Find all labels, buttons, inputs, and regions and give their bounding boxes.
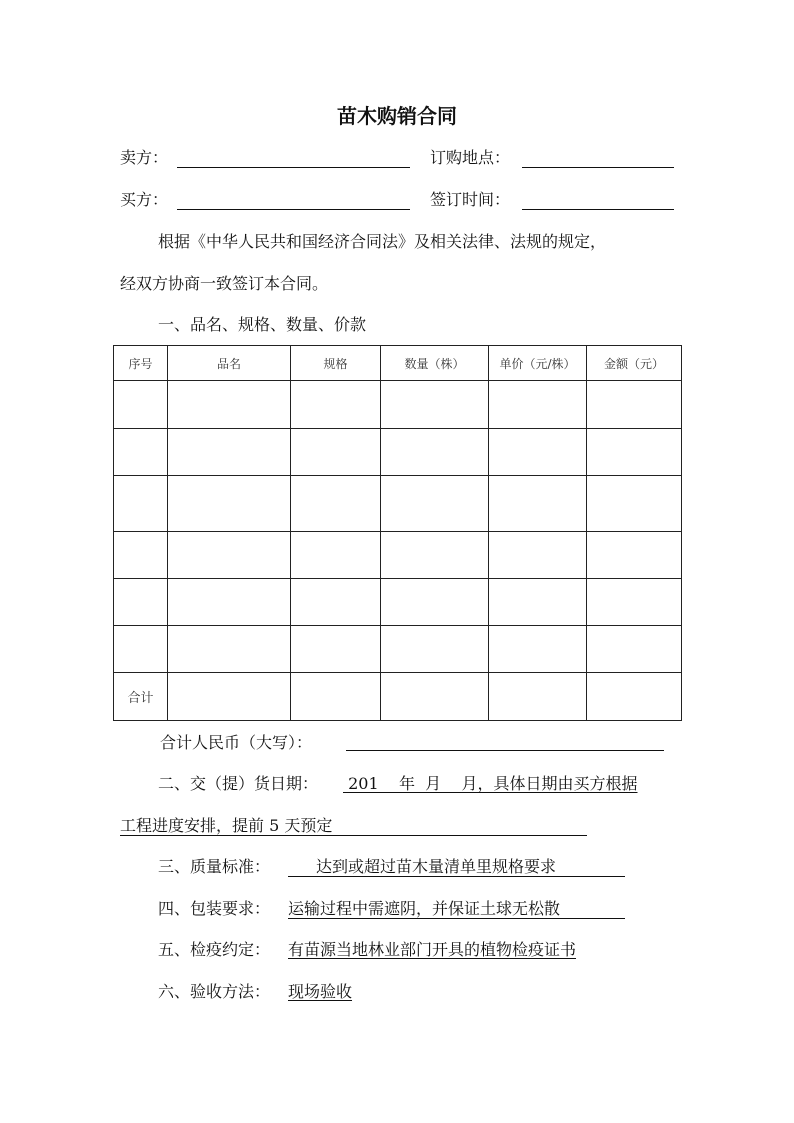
intro-text: 根据《中华人民共和国经济合同法》及相关法律、法规的规定， — [158, 232, 607, 251]
quality-standard-value: 达到或超过苗木量清单里规格要求 — [288, 857, 625, 877]
sign-time-field[interactable] — [522, 209, 674, 210]
section-2-label: 二、交（提）货日期： — [158, 774, 319, 793]
table-row[interactable] — [114, 532, 682, 579]
buyer-field[interactable] — [177, 209, 410, 210]
order-place-label: 订购地点： — [430, 148, 511, 167]
buyer-label: 买方： — [120, 190, 169, 209]
seller-label: 卖方： — [120, 148, 169, 167]
quarantine-value: 有苗源当地林业部门开具的植物检疫证书 — [288, 940, 577, 959]
table-row[interactable] — [114, 381, 682, 429]
section-6-label: 六、验收方法： — [158, 982, 271, 1001]
section-3-label: 三、质量标准： — [158, 857, 271, 876]
delivery-date-value: 201 年 月 月，具体日期由买方根据 — [343, 774, 638, 793]
col-header-amount: 金额（元） — [587, 346, 682, 381]
table-row[interactable] — [114, 429, 682, 476]
table-row[interactable] — [114, 476, 682, 532]
col-header-price: 单价（元/株） — [489, 346, 587, 381]
page-title: 苗木购销合同 — [337, 104, 457, 128]
table-header-row — [114, 346, 682, 381]
sign-time-label: 签订时间： — [430, 190, 511, 209]
total-rmb-field[interactable] — [346, 750, 664, 751]
table-total-row[interactable] — [114, 673, 682, 721]
table-row[interactable] — [114, 626, 682, 673]
col-header-no: 序号 — [114, 346, 168, 381]
seller-field[interactable] — [177, 167, 410, 168]
total-label: 合计 — [114, 673, 168, 721]
section-1-heading: 一、品名、规格、数量、价款 — [158, 315, 367, 334]
section-4-label: 四、包装要求： — [158, 899, 271, 918]
packaging-value: 运输过程中需遮阴，并保证土球无松散 — [288, 899, 625, 919]
total-rmb-label: 合计人民币（大写）： — [160, 733, 313, 752]
section-5-label: 五、检疫约定： — [158, 940, 271, 959]
intro-text-cont: 经双方协商一致签订本合同。 — [120, 274, 329, 293]
table-row[interactable] — [114, 579, 682, 626]
delivery-date-value-cont: 工程进度安排，提前 5 天预定 — [120, 816, 587, 836]
col-header-spec: 规格 — [291, 346, 381, 381]
acceptance-value: 现场验收 — [288, 982, 353, 1001]
order-place-field[interactable] — [522, 167, 674, 168]
col-header-qty: 数量（株） — [381, 346, 489, 381]
col-header-name: 品名 — [168, 346, 291, 381]
goods-table — [113, 345, 682, 721]
